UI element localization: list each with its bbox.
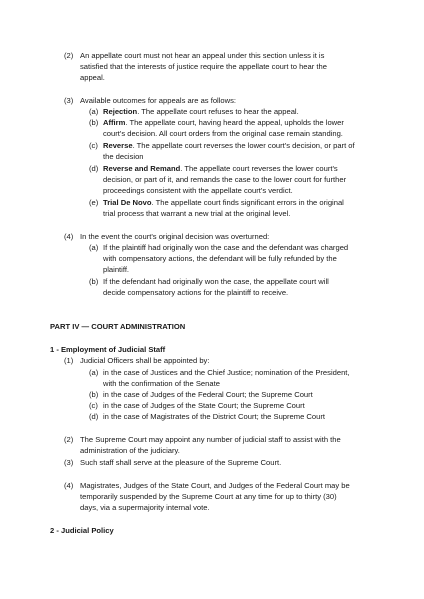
item-text-line: in the case of Judges of the Federal Court; the Supreme Court	[103, 390, 313, 399]
clause-number: (2)	[64, 435, 74, 444]
outcome-term: Rejection	[103, 107, 138, 116]
clause-intro: Available outcomes for appeals are as follows:	[80, 96, 237, 105]
item-text-line: with compensatory actions, the defendant will be fully refunded by the	[103, 254, 337, 263]
outcome-description: . The appellate court refuses to hear the appeal.	[137, 107, 299, 116]
clause-intro: Judicial Officers shall be appointed by:	[80, 356, 210, 365]
item-text-line: in the case of Magistrates of the District Court; the Supreme Court	[103, 412, 326, 421]
item-marker: (a)	[89, 107, 99, 116]
item-text-line: If the defendant had originally won the case, the appellate court will	[103, 277, 329, 286]
item-text-line: plaintiff.	[103, 265, 130, 274]
clause-text-line: administration of the judiciary.	[80, 446, 180, 455]
item-marker: (d)	[89, 164, 99, 173]
outcome-description-line: court's decision. All court orders from the original case remain standing.	[103, 129, 343, 138]
outcome-term: Reverse and Remand	[103, 164, 181, 173]
item-text-line: with the confirmation of the Senate	[103, 379, 220, 388]
clause-text-line: appeal.	[80, 73, 105, 82]
clause-text-line: The Supreme Court may appoint any number of judicial staff to assist with the	[80, 435, 341, 444]
clause-text-line: Magistrates, Judges of the State Court, and Judges of the Federal Court may be	[80, 481, 350, 490]
item-marker: (c)	[89, 401, 98, 410]
item-text-line: If the plaintiff had originally won the case and the defendant was charged	[103, 243, 349, 252]
item-marker: (e)	[89, 198, 99, 207]
outcome-description-line: the decision	[103, 152, 144, 161]
outcome-item	[103, 198, 344, 208]
outcome-description: . The appellate court finds significant errors in the original	[151, 198, 344, 207]
clause-text-line: days, via a supermajority internal vote.	[80, 503, 210, 512]
outcome-term: Affirm	[103, 118, 126, 127]
clause-number: (3)	[64, 96, 74, 105]
outcome-item	[103, 141, 355, 151]
part-heading: PART IV — COURT ADMINISTRATION	[50, 322, 186, 331]
outcome-description-line: proceedings consistent with the appellate court's verdict.	[103, 186, 293, 195]
outcome-item	[103, 107, 299, 117]
clause-text-line: satisfied that the interests of justice require the appellate court to hear the	[80, 62, 327, 71]
clause-text-line: Such staff shall serve at the pleasure of the Supreme Court.	[80, 458, 282, 467]
outcome-item	[103, 118, 344, 128]
outcome-term: Reverse	[103, 141, 133, 150]
clause-number: (2)	[64, 51, 74, 60]
outcome-term: Trial De Novo	[103, 198, 152, 207]
outcome-description-line: decision, or part of it, and remands the case to the lower court for further	[103, 175, 347, 184]
clause-number: (3)	[64, 458, 74, 467]
item-text-line: in the case of Judges of the State Court; the Supreme Court	[103, 401, 305, 410]
outcome-description: . The appellate court reverses the lower court's	[180, 164, 338, 173]
section-heading: 1 - Employment of Judicial Staff	[50, 345, 166, 354]
clause-text-line: An appellate court must not hear an appeal under this section unless it is	[80, 51, 325, 60]
section-heading: 2 - Judicial Policy	[50, 526, 114, 535]
outcome-description: . The appellate court reverses the lower court's decision, or part of	[132, 141, 355, 150]
item-text-line: in the case of Justices and the Chief Justice; nomination of the President,	[103, 368, 350, 377]
clause-intro: In the event the court's original decision was overturned:	[80, 232, 270, 241]
outcome-description-line: trial process that warrant a new trial at the original level.	[103, 209, 291, 218]
clause-number: (4)	[64, 481, 74, 490]
item-marker: (b)	[89, 277, 99, 286]
clause-text-line: temporarily suspended by the Supreme Court at any time for up to thirty (30)	[80, 492, 337, 501]
item-marker: (b)	[89, 118, 99, 127]
item-marker: (b)	[89, 390, 99, 399]
clause-number: (4)	[64, 232, 74, 241]
outcome-description: . The appellate court, having heard the appeal, upholds the lower	[125, 118, 344, 127]
clause-number: (1)	[64, 356, 74, 365]
item-marker: (c)	[89, 141, 98, 150]
item-text-line: decide compensatory actions for the plaintiff to receive.	[103, 288, 289, 297]
outcome-item	[103, 164, 338, 174]
item-marker: (a)	[89, 243, 99, 252]
item-marker: (d)	[89, 412, 99, 421]
item-marker: (a)	[89, 368, 99, 377]
